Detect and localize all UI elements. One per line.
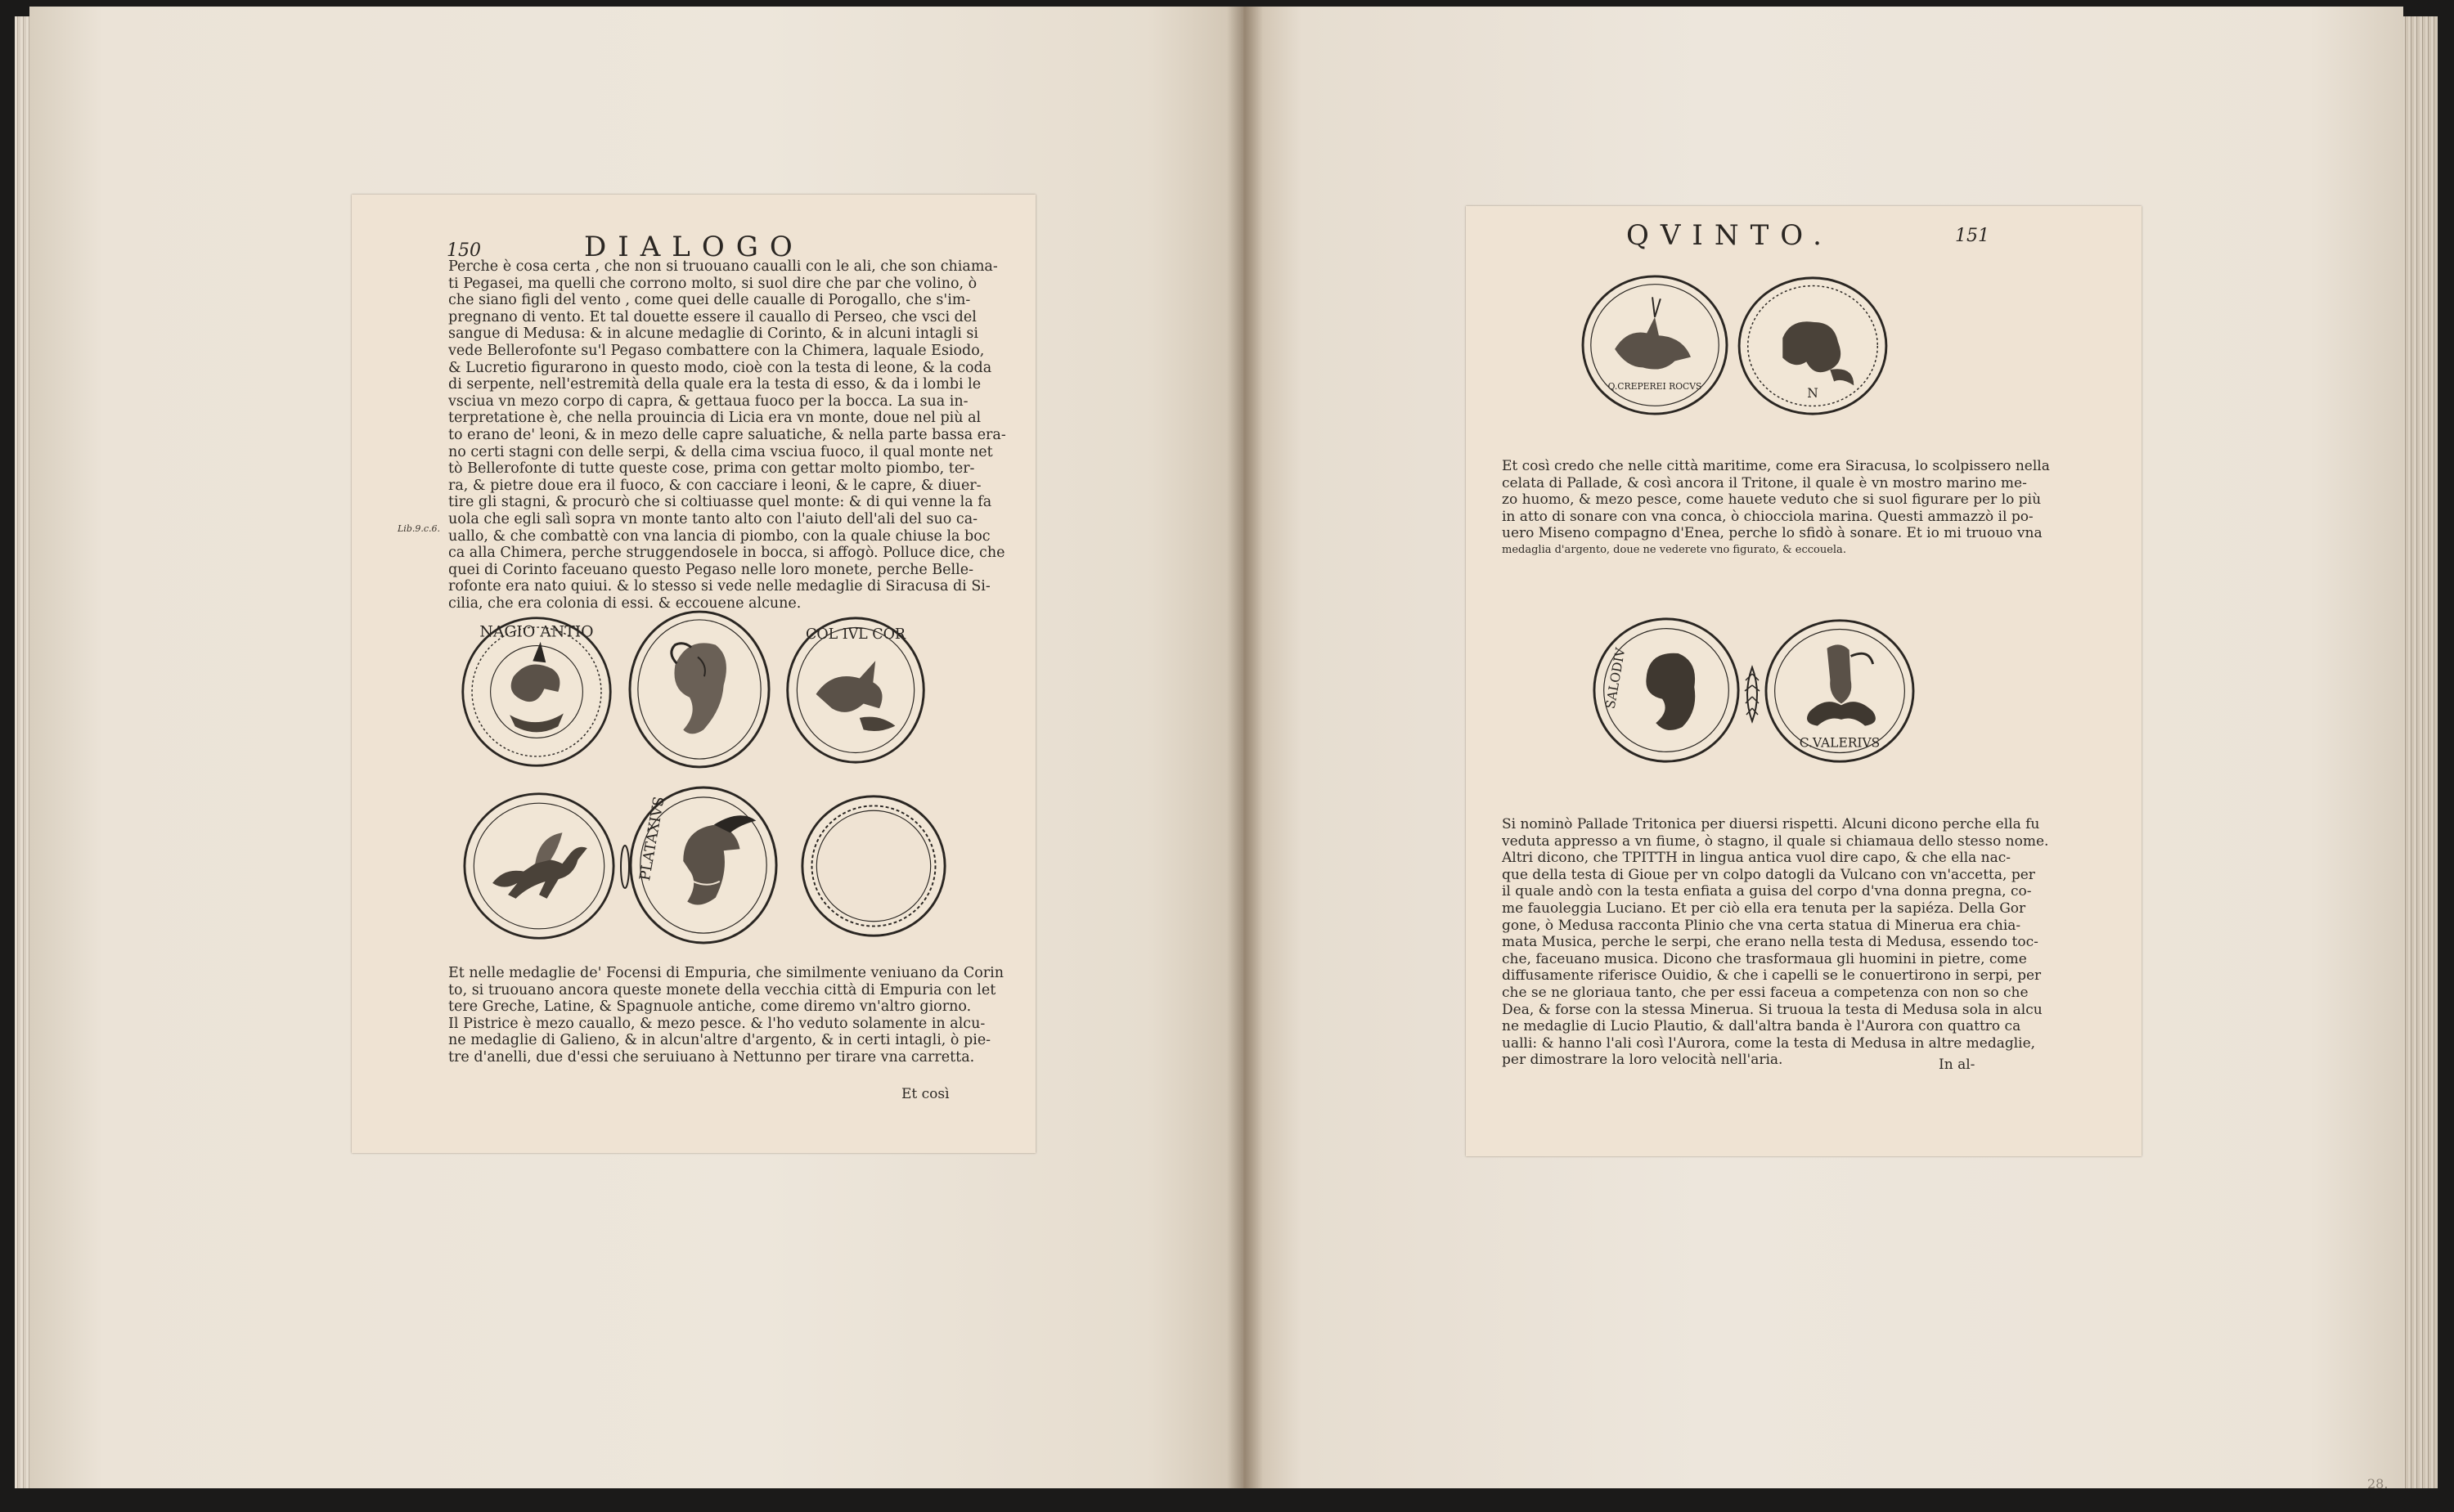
- text-line: Et così credo che nelle città maritime, come era Siracusa, lo scolpissero nella: [1502, 458, 2050, 474]
- coin-legend: SALODIV: [1602, 646, 1629, 711]
- text-line: che, faceuano musica. Dicono che trasformaua gli huomini in pietre, come: [1502, 950, 2027, 967]
- text-line: il quale andò con la testa enfiata a guisa del corpo d'vna donna pregna, co-: [1502, 883, 2032, 900]
- coin-triton: [1762, 617, 1917, 765]
- right-catchword: In al-: [1939, 1057, 1975, 1073]
- coin-pegasus-chimera: [784, 615, 928, 765]
- text-line: zo huomo, & mezo pesce, come hauete veduto che si suol figurare per lo più: [1502, 491, 2042, 509]
- text-line: ra, & pietre doue era il fuoco, & con cacciare i leoni, & le capre, & diuer-: [448, 477, 982, 494]
- left-catchword: Et così: [901, 1086, 950, 1102]
- text-line: no certi stagni con delle serpi, & della cima vsciua fuoco, il qual monte net: [448, 443, 993, 460]
- text-line: sangue di Medusa: & in alcune medaglie di Corinto, & in alcuni intagli si: [448, 325, 979, 343]
- text-line: & Lucretio figurarono in questo modo, cioè con la testa di leone, & la coda: [448, 359, 992, 376]
- text-line: ne medaglie di Galieno, & in alcun'altre d'argento, & in certi intagli, ò pie-: [448, 1032, 991, 1049]
- text-line: che siano figli del vento , come quei delle caualle di Porogallo, che s'im-: [448, 292, 971, 309]
- left-folio: 150: [447, 240, 481, 261]
- coin-hippocamp: [1734, 275, 1891, 417]
- text-line: ca alla Chimera, perche struggendosele in bocca, si affogò. Polluce dice, che: [448, 545, 1005, 562]
- left-margin-note: Lib.9.c.6.: [398, 523, 441, 534]
- left-paragraph-2: [448, 965, 1005, 1066]
- right-paragraph-2: [1502, 816, 2104, 1069]
- text-line: medaglia d'argento, doue ne vederete vno figurato, & eccouela.: [1502, 543, 1846, 556]
- text-line: pregnano di vento. Et tal douette essere il cauallo di Perseo, che vsci del: [448, 308, 977, 325]
- text-line: per dimostrare la loro velocità nell'aria.: [1502, 1052, 1783, 1069]
- text-line: tò Bellerofonte di tutte queste cose, prima con gettar molto piombo, ter-: [448, 460, 975, 478]
- text-line: Altri dicono, che TPITTH in lingua antica vuol dire capo, & che ella nac-: [1502, 850, 2011, 867]
- text-line: in atto di sonare con vna conca, ò chiocciola marina. Questi ammazzò il po-: [1502, 508, 2034, 525]
- right-mounted-page: [1466, 206, 2142, 1156]
- text-line: ti Pegasei, ma quelli che corrono molto, si suol dire che par che volino, ò: [448, 275, 978, 292]
- text-line: rofonte era nato quiui. & lo stesso si vede nelle medaglie di Siracusa di Si-: [448, 578, 991, 595]
- text-line: di serpente, nell'estremità della quale era la testa di esso, & da i lombi le: [448, 376, 982, 393]
- text-line: celata di Pallade, & così ancora il Tritone, il quale è vn mostro marino me-: [1502, 474, 2027, 491]
- shelf-mark: 28.: [2367, 1476, 2389, 1492]
- right-paragraph-1: [1502, 458, 2104, 559]
- coin-legend: PLATAXIVS: [636, 795, 668, 882]
- right-folio: 151: [1955, 226, 1989, 246]
- coin-bellerophon: [460, 615, 614, 769]
- right-running-title: QVINTO.: [1626, 219, 1833, 252]
- coin-legend: COL IVL COR: [805, 626, 906, 644]
- coin-helmeted-head: [627, 608, 772, 770]
- text-line: to, si truouano ancora queste monete della vecchia città di Empuria con let: [448, 981, 996, 998]
- text-line: Il Pistrice è mezo cauallo, & mezo pesce. & l'ho veduto solamente in alcu-: [448, 1015, 986, 1032]
- text-line: que della testa di Gioue per vn colpo datogli da Vulcano con vn'accetta, per: [1502, 866, 2035, 883]
- text-line: ualli: & hanno l'ali così l'Aurora, come la testa di Medusa in altre medaglie,: [1502, 1034, 2036, 1052]
- book-gutter: [1227, 7, 1263, 1488]
- coin-legend: C.VALERIVS: [1799, 735, 1881, 751]
- text-line: uallo, & che combattè con vna lancia di piombo, con la quale chiuse la boc: [448, 527, 991, 545]
- text-line: Dea, & forse con la stessa Minerua. Si truoua la testa di Medusa sola in alcu: [1502, 1001, 2043, 1018]
- text-line: veduta appresso a vn fiume, ò stagno, il quale si chiamaua dello stesso nome.: [1502, 832, 2049, 850]
- text-line: mata Musica, perche le serpi, che erano nella testa di Medusa, essendo toc-: [1502, 934, 2038, 951]
- coin-athena-head: [627, 783, 780, 947]
- left-running-title: DIALOGO: [584, 231, 804, 263]
- coin-pegasus: [461, 790, 617, 942]
- text-line: Si nominò Pallade Tritonica per diuersi rispetti. Alcuni dicono perche ella fu: [1502, 816, 2040, 832]
- coin-neptune-chariot: [1579, 273, 1731, 417]
- text-line: tere Greche, Latine, & Spagnuole antiche, come diremo vn'altro giorno.: [448, 998, 972, 1016]
- coin-legend: N: [1807, 385, 1818, 401]
- left-mounted-page: [352, 195, 1036, 1153]
- coin-empty-border: [798, 792, 949, 940]
- text-line: Et nelle medaglie de' Focensi di Empuria, che similmente veniuano da Corin: [448, 965, 1005, 981]
- coin-bearded-head: [1590, 615, 1742, 765]
- coin-legend: NAGIO ANTIO: [479, 623, 594, 641]
- text-line: me fauoleggia Luciano. Et per ciò ella era tenuta per la sapiéza. Della Gor: [1502, 900, 2026, 917]
- text-line: che se ne gloriaua tanto, che per essi faceua a competenza con non so che: [1502, 984, 2029, 1001]
- wreath-link: [1741, 664, 1764, 725]
- coin-link-ornament: [618, 842, 631, 891]
- text-line: cilia, che era colonia di essi. & eccouene alcune.: [448, 594, 802, 612]
- coin-legend: Q.CREPEREI ROCVS: [1607, 380, 1702, 392]
- text-line: to erano de' leoni, & in mezo delle capre saluatiche, & nella parte bassa era-: [448, 426, 1006, 443]
- text-line: uola che egli salì sopra vn monte tanto alto con l'aiuto dell'ali del suo ca-: [448, 510, 978, 527]
- left-paragraph-1: [448, 258, 1006, 612]
- text-line: Perche è cosa certa , che non si truouano caualli con le ali, che son chiama-: [448, 258, 998, 275]
- text-line: vede Bellerofonte su'l Pegaso combattere con la Chimera, laquale Esiodo,: [448, 342, 985, 359]
- text-line: vsciua vn mezo corpo di capra, & gettaua fuoco per la bocca. La sua in-: [448, 393, 969, 410]
- text-line: gone, ò Medusa racconta Plinio che vna certa statua di Minerua era chia-: [1502, 917, 2021, 934]
- text-line: tire gli stagni, & procurò che si coltiuasse quel monte: & di qui venne la fa: [448, 494, 992, 511]
- text-line: terpretatione è, che nella prouincia di Licia era vn monte, doue nel più al: [448, 410, 982, 427]
- text-line: diffusamente riferisce Ouidio, & che i capelli se le conuertirono in serpi, per: [1502, 967, 2042, 985]
- text-line: quei di Corinto faceuano questo Pegaso nelle loro monete, perche Belle-: [448, 561, 973, 578]
- text-line: uero Miseno compagno d'Enea, perche lo sfidò à sonare. Et io mi truouo vna: [1502, 525, 2043, 542]
- text-line: ne medaglie di Lucio Plautio, & dall'altra banda è l'Aurora con quattro ca: [1502, 1018, 2021, 1035]
- text-line: tre d'anelli, due d'essi che seruiuano à Nettunno per tirare vna carretta.: [448, 1048, 975, 1066]
